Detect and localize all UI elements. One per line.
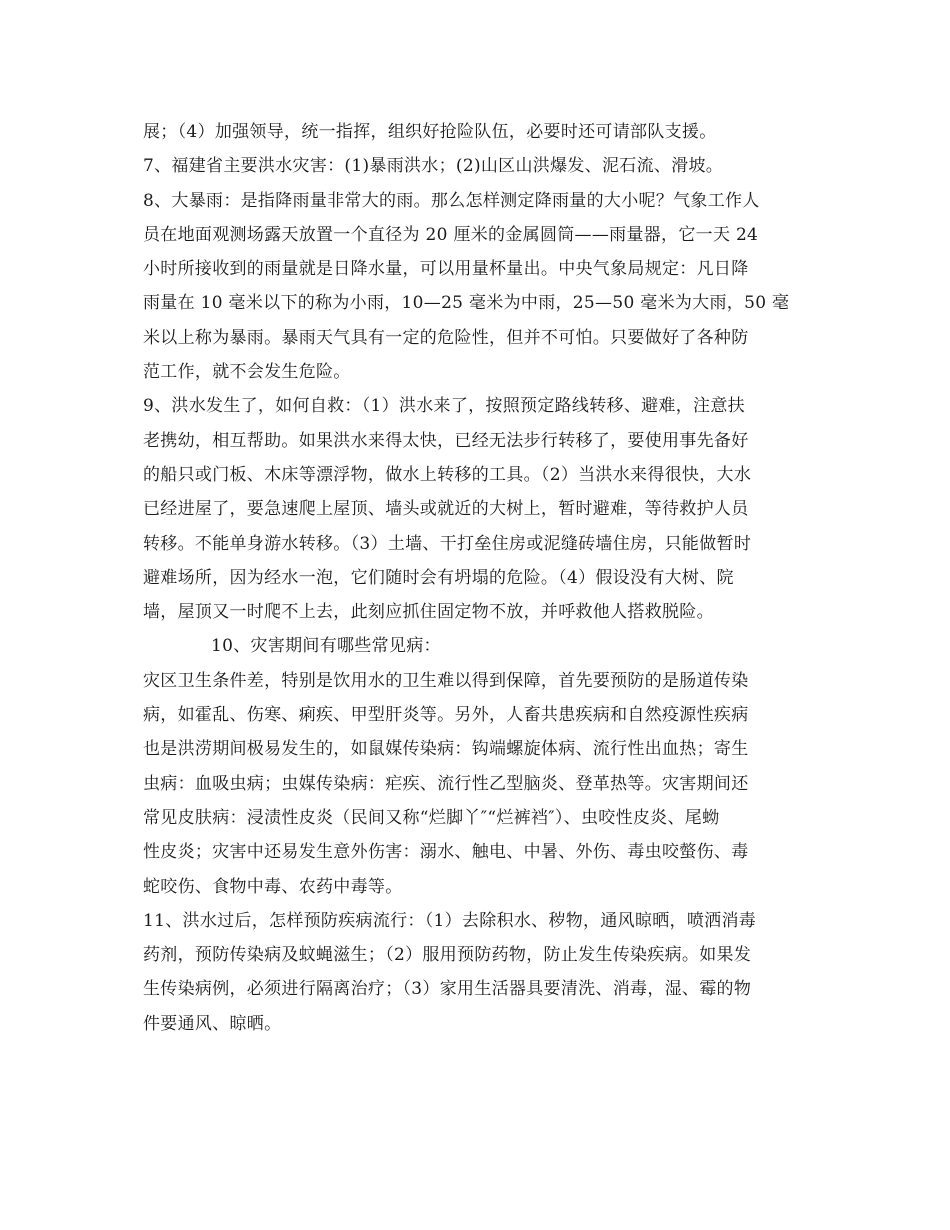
text-line: 小时所接收到的雨量就是日降水量，可以用量杯量出。中央气象局规定：凡日降 bbox=[143, 259, 749, 280]
text-line: 生传染病例，必须进行隔离治疗；（3）家用生活器具要清洗、消毒，湿、霉的物 bbox=[143, 979, 752, 1000]
text-line: 的船只或门板、木床等漂浮物，做水上转移的工具。（2）当洪水来得很快，大水 bbox=[143, 464, 752, 485]
document-body bbox=[143, 115, 813, 1041]
text-line: 展；（4）加强领导，统一指挥，组织好抢险队伍，必要时还可请部队支援。 bbox=[143, 122, 717, 142]
text-line: 蛇咬伤、食物中毒、农药中毒等。 bbox=[143, 876, 403, 897]
text-line: 药剂，预防传染病及蚊蝇滋生；（2）服用预防药物，防止发生传染疾病。如果发 bbox=[143, 945, 752, 966]
text-line: 9、洪水发生了，如何自救：（1）洪水来了，按照预定路线转移、避难，注意扶 bbox=[143, 396, 745, 417]
text-line: 病，如霍乱、伤寒、痢疾、甲型肝炎等。另外，人畜共患疾病和自然疫源性疾病 bbox=[143, 705, 749, 726]
text-line: 已经进屋了，要急速爬上屋顶、墙头或就近的大树上，暂时避难，等待救护人员 bbox=[143, 499, 749, 520]
text-line: 范工作，就不会发生危险。 bbox=[143, 362, 351, 383]
text-line: 员在地面观测场露天放置一个直径为 20 厘米的金属圆筒——雨量器，它一天 24 bbox=[143, 224, 759, 245]
text-line: 7、福建省主要洪水灾害：(1)暴雨洪水；(2)山区山洪爆发、泥石流、滑坡。 bbox=[143, 156, 724, 177]
text-line: 转移。不能单身游水转移。（3）土墙、干打垒住房或泥缝砖墙住房，只能做暂时 bbox=[143, 533, 752, 554]
text-line: 雨量在 10 毫米以下的称为小雨，10—25 毫米为中雨，25—50 毫米为大雨，50 毫 bbox=[143, 293, 790, 314]
text-line: 虫病：血吸虫病；虫媒传染病：疟疾、流行性乙型脑炎、登革热等。灾害期间还 bbox=[143, 773, 749, 794]
text-line: 米以上称为暴雨。暴雨天气具有一定的危险性，但并不可怕。只要做好了各种防 bbox=[143, 327, 749, 348]
text-line: 常见皮肤病：浸渍性皮炎（民间又称“烂脚丫″“烂裤裆″）、虫咬性皮炎、尾蚴 bbox=[143, 807, 720, 828]
text-line: 也是洪涝期间极易发生的，如鼠媒传染病：钩端螺旋体病、流行性出血热；寄生 bbox=[143, 739, 749, 760]
text-line: 件要通风、晾晒。 bbox=[143, 1013, 282, 1034]
text-line: 性皮炎；灾害中还易发生意外伤害：溺水、触电、中暑、外伤、毒虫咬螫伤、毒 bbox=[143, 842, 749, 863]
text-line: 11、洪水过后，怎样预防疾病流行：（1）去除积水、秽物，通风晾晒，喷洒消毒 bbox=[143, 910, 757, 931]
text-line: 8、大暴雨：是指降雨量非常大的雨。那么怎样测定降雨量的大小呢？气象工作人 bbox=[143, 190, 760, 211]
text-line: 灾区卫生条件差，特别是饮用水的卫生难以得到保障，首先要预防的是肠道传染 bbox=[143, 670, 749, 691]
text-line: 墙，屋顶又一时爬不上去，此刻应抓住固定物不放，并呼救他人搭救脱险。 bbox=[143, 602, 714, 623]
section-heading: 10、灾害期间有哪些常见病： bbox=[211, 636, 441, 657]
text-line: 避难场所，因为经水一泡，它们随时会有坍塌的危险。（4）假设没有大树、院 bbox=[143, 567, 734, 588]
text-line: 老携幼，相互帮助。如果洪水来得太快，已经无法步行转移了，要使用事先备好 bbox=[143, 430, 749, 451]
